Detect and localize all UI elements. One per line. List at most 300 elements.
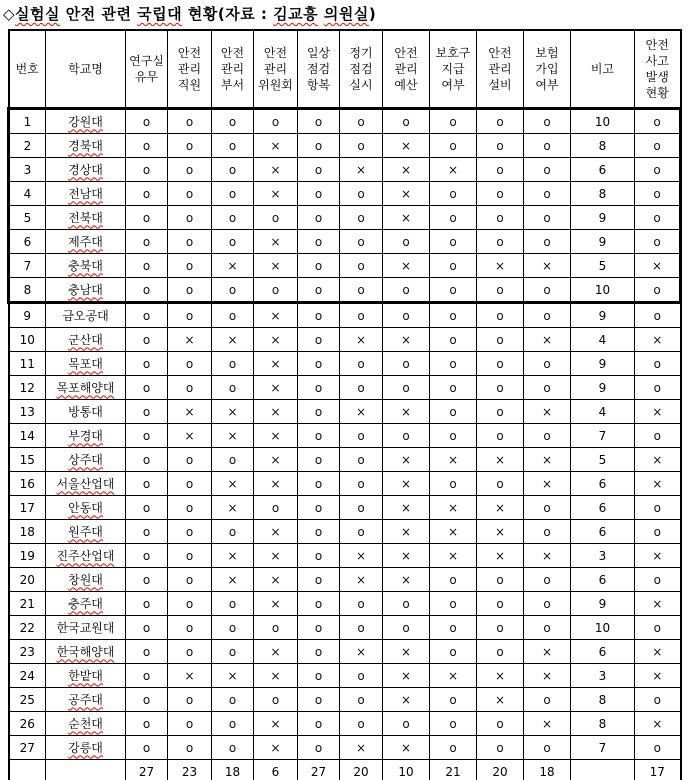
- mark-cell: ×: [477, 544, 524, 568]
- mark-cell: ×: [430, 544, 477, 568]
- mark-cell: ×: [254, 736, 298, 760]
- mark-cell: ×: [383, 134, 430, 158]
- table-row: [9, 376, 681, 400]
- mark-cell: o: [254, 206, 298, 230]
- note-cell: 6: [571, 640, 635, 664]
- mark-cell: ×: [383, 688, 430, 712]
- note-cell: 9: [571, 592, 635, 616]
- column-header: 정기 점검 실시: [340, 30, 383, 109]
- note-cell: 6: [571, 472, 635, 496]
- mark-cell: o: [477, 109, 524, 134]
- mark-cell: o: [168, 254, 212, 278]
- mark-cell: o: [430, 278, 477, 303]
- mark-cell: o: [340, 616, 383, 640]
- title-segment: 실험실: [15, 5, 61, 23]
- column-header: 안전 관리 설비: [477, 30, 524, 109]
- accident-cell: o: [635, 230, 681, 254]
- table-row: [9, 736, 681, 760]
- accident-cell: ×: [635, 712, 681, 736]
- accident-cell: o: [635, 109, 681, 134]
- table-row: [9, 712, 681, 736]
- mark-cell: o: [477, 328, 524, 352]
- totals-mark-cell: 20: [477, 760, 524, 780]
- mark-cell: o: [340, 109, 383, 134]
- mark-cell: ×: [383, 496, 430, 520]
- mark-cell: o: [168, 206, 212, 230]
- row-number-cell: 3: [9, 158, 46, 182]
- school-name-text: 경상대: [68, 162, 103, 177]
- mark-cell: ×: [430, 158, 477, 182]
- mark-cell: o: [298, 448, 340, 472]
- totals-mark-cell: 18: [212, 760, 254, 780]
- mark-cell: o: [298, 568, 340, 592]
- column-header: 번호: [9, 30, 46, 109]
- accident-cell: ×: [635, 664, 681, 688]
- mark-cell: ×: [383, 640, 430, 664]
- mark-cell: ×: [383, 400, 430, 424]
- mark-cell: o: [212, 688, 254, 712]
- mark-cell: o: [212, 352, 254, 376]
- mark-cell: o: [298, 230, 340, 254]
- mark-cell: o: [340, 520, 383, 544]
- mark-cell: o: [168, 472, 212, 496]
- school-name-cell: [46, 472, 126, 496]
- mark-cell: o: [524, 352, 571, 376]
- mark-cell: o: [524, 206, 571, 230]
- mark-cell: ×: [524, 712, 571, 736]
- mark-cell: o: [212, 448, 254, 472]
- mark-cell: ×: [212, 568, 254, 592]
- mark-cell: o: [126, 712, 168, 736]
- mark-cell: ×: [212, 424, 254, 448]
- totals-mark-cell: 27: [126, 760, 168, 780]
- mark-cell: o: [340, 182, 383, 206]
- school-name-cell: [46, 520, 126, 544]
- mark-cell: ×: [340, 736, 383, 760]
- accident-cell: o: [635, 616, 681, 640]
- accident-cell: ×: [635, 400, 681, 424]
- mark-cell: o: [383, 352, 430, 376]
- title-segment: 의원실: [323, 5, 369, 23]
- mark-cell: o: [524, 230, 571, 254]
- column-header: 일상 점검 항복: [298, 30, 340, 109]
- mark-cell: o: [524, 158, 571, 182]
- mark-cell: o: [126, 134, 168, 158]
- mark-cell: ×: [254, 448, 298, 472]
- row-number-cell: 25: [9, 688, 46, 712]
- mark-cell: o: [126, 400, 168, 424]
- mark-cell: o: [168, 544, 212, 568]
- mark-cell: o: [126, 158, 168, 182]
- row-number-cell: 20: [9, 568, 46, 592]
- school-name-text: 전남대: [68, 186, 103, 201]
- school-name-text: 강릉대: [68, 740, 103, 755]
- mark-cell: o: [430, 134, 477, 158]
- mark-cell: o: [126, 592, 168, 616]
- row-number-cell: 26: [9, 712, 46, 736]
- column-header: 안전 관리 예산: [383, 30, 430, 109]
- mark-cell: ×: [383, 206, 430, 230]
- mark-cell: o: [340, 206, 383, 230]
- mark-cell: o: [430, 592, 477, 616]
- mark-cell: ×: [477, 664, 524, 688]
- mark-cell: o: [477, 206, 524, 230]
- note-cell: 7: [571, 424, 635, 448]
- school-name-text: 충남대: [68, 282, 103, 297]
- mark-cell: o: [477, 616, 524, 640]
- mark-cell: o: [212, 520, 254, 544]
- mark-cell: ×: [524, 544, 571, 568]
- mark-cell: o: [254, 688, 298, 712]
- school-name-cell: [46, 568, 126, 592]
- mark-cell: o: [524, 424, 571, 448]
- school-name-text: 한밭대: [68, 668, 103, 683]
- row-number-cell: 11: [9, 352, 46, 376]
- mark-cell: ×: [254, 664, 298, 688]
- table-row: [9, 206, 681, 230]
- mark-cell: o: [477, 568, 524, 592]
- totals-mark-cell: 20: [340, 760, 383, 780]
- column-header: 보험 가입 여부: [524, 30, 571, 109]
- accident-cell: ×: [635, 592, 681, 616]
- totals-mark-cell: 18: [524, 760, 571, 780]
- mark-cell: ×: [212, 496, 254, 520]
- school-name-text: 순천대: [68, 716, 103, 731]
- mark-cell: ×: [168, 328, 212, 352]
- mark-cell: o: [477, 376, 524, 400]
- mark-cell: o: [126, 472, 168, 496]
- school-name-cell: [46, 736, 126, 760]
- mark-cell: o: [298, 496, 340, 520]
- table-row: [9, 278, 681, 303]
- mark-cell: o: [126, 424, 168, 448]
- mark-cell: o: [168, 496, 212, 520]
- mark-cell: ×: [168, 400, 212, 424]
- school-name-text: 부경대: [68, 428, 103, 443]
- mark-cell: ×: [254, 158, 298, 182]
- note-cell: 8: [571, 134, 635, 158]
- mark-cell: ×: [477, 688, 524, 712]
- row-number-cell: 16: [9, 472, 46, 496]
- accident-cell: o: [635, 568, 681, 592]
- mark-cell: ×: [340, 544, 383, 568]
- column-header: 안전 관리 직원: [168, 30, 212, 109]
- mark-cell: o: [477, 736, 524, 760]
- mark-cell: o: [298, 664, 340, 688]
- mark-cell: o: [298, 158, 340, 182]
- row-number-cell: 8: [9, 278, 46, 303]
- mark-cell: o: [430, 230, 477, 254]
- row-number-cell: 15: [9, 448, 46, 472]
- mark-cell: o: [254, 278, 298, 303]
- accident-cell: o: [635, 424, 681, 448]
- mark-cell: ×: [212, 472, 254, 496]
- mark-cell: ×: [340, 158, 383, 182]
- school-name-cell: [46, 496, 126, 520]
- mark-cell: o: [168, 568, 212, 592]
- accident-cell: o: [635, 496, 681, 520]
- column-header: 안전 사고 발생 현황: [635, 30, 681, 109]
- mark-cell: ×: [254, 376, 298, 400]
- mark-cell: ×: [254, 303, 298, 328]
- header-row: [9, 30, 681, 109]
- mark-cell: o: [298, 592, 340, 616]
- mark-cell: o: [298, 328, 340, 352]
- table-row: [9, 472, 681, 496]
- mark-cell: o: [298, 544, 340, 568]
- mark-cell: ×: [254, 328, 298, 352]
- mark-cell: o: [298, 206, 340, 230]
- mark-cell: o: [430, 688, 477, 712]
- mark-cell: o: [524, 109, 571, 134]
- mark-cell: o: [477, 472, 524, 496]
- note-cell: 9: [571, 376, 635, 400]
- row-number-cell: 14: [9, 424, 46, 448]
- column-header: 비고: [571, 30, 635, 109]
- mark-cell: o: [298, 254, 340, 278]
- mark-cell: o: [477, 158, 524, 182]
- school-name-text: 공주대: [68, 692, 103, 707]
- mark-cell: ×: [524, 328, 571, 352]
- school-name-cell: [46, 592, 126, 616]
- mark-cell: ×: [168, 424, 212, 448]
- mark-cell: o: [477, 134, 524, 158]
- row-number-cell: 10: [9, 328, 46, 352]
- mark-cell: o: [430, 568, 477, 592]
- mark-cell: o: [524, 278, 571, 303]
- mark-cell: o: [340, 688, 383, 712]
- school-name-text: 군산대: [68, 332, 103, 347]
- page-title: [3, 3, 690, 24]
- mark-cell: ×: [340, 640, 383, 664]
- mark-cell: ×: [212, 544, 254, 568]
- mark-cell: o: [212, 230, 254, 254]
- mark-cell: ×: [212, 400, 254, 424]
- mark-cell: ×: [254, 472, 298, 496]
- mark-cell: o: [168, 736, 212, 760]
- mark-cell: ×: [340, 568, 383, 592]
- row-number-cell: 1: [9, 109, 46, 134]
- mark-cell: o: [524, 688, 571, 712]
- mark-cell: o: [168, 592, 212, 616]
- accident-cell: o: [635, 736, 681, 760]
- table-row: [9, 616, 681, 640]
- row-number-cell: 2: [9, 134, 46, 158]
- mark-cell: ×: [168, 664, 212, 688]
- mark-cell: ×: [254, 400, 298, 424]
- table-row: [9, 303, 681, 328]
- school-name-cell: [46, 230, 126, 254]
- mark-cell: ×: [254, 592, 298, 616]
- accident-cell: o: [635, 303, 681, 328]
- mark-cell: o: [212, 303, 254, 328]
- school-name-cell: [46, 134, 126, 158]
- mark-cell: o: [340, 254, 383, 278]
- mark-cell: o: [340, 472, 383, 496]
- row-number-cell: 17: [9, 496, 46, 520]
- mark-cell: o: [524, 376, 571, 400]
- table-row: [9, 109, 681, 134]
- mark-cell: o: [298, 352, 340, 376]
- school-name-cell: 방통대: [46, 400, 126, 424]
- mark-cell: o: [430, 182, 477, 206]
- school-name-text: 안동대: [68, 500, 103, 515]
- mark-cell: o: [298, 688, 340, 712]
- table-row: [9, 182, 681, 206]
- school-name-text: 충주대: [68, 596, 103, 611]
- school-name-cell: [46, 424, 126, 448]
- mark-cell: o: [168, 182, 212, 206]
- mark-cell: o: [298, 400, 340, 424]
- mark-cell: o: [254, 109, 298, 134]
- mark-cell: o: [383, 230, 430, 254]
- mark-cell: o: [383, 109, 430, 134]
- school-name-text: 창원대: [68, 572, 103, 587]
- school-name-text: 경북대: [68, 138, 103, 153]
- mark-cell: o: [126, 568, 168, 592]
- school-name-text: 제주대: [68, 234, 103, 249]
- mark-cell: o: [477, 278, 524, 303]
- mark-cell: o: [126, 376, 168, 400]
- accident-cell: ×: [635, 544, 681, 568]
- mark-cell: ×: [254, 134, 298, 158]
- mark-cell: ×: [477, 520, 524, 544]
- mark-cell: ×: [383, 158, 430, 182]
- mark-cell: ×: [524, 400, 571, 424]
- row-number-cell: 22: [9, 616, 46, 640]
- mark-cell: o: [340, 592, 383, 616]
- mark-cell: ×: [477, 496, 524, 520]
- mark-cell: o: [168, 616, 212, 640]
- mark-cell: o: [477, 640, 524, 664]
- mark-cell: ×: [430, 496, 477, 520]
- mark-cell: o: [340, 496, 383, 520]
- accident-cell: ×: [635, 254, 681, 278]
- mark-cell: o: [168, 448, 212, 472]
- mark-cell: o: [298, 640, 340, 664]
- mark-cell: ×: [254, 424, 298, 448]
- mark-cell: o: [477, 592, 524, 616]
- mark-cell: ×: [212, 328, 254, 352]
- mark-cell: ×: [524, 472, 571, 496]
- title-segment: ◇: [3, 5, 16, 23]
- row-number-cell: 18: [9, 520, 46, 544]
- mark-cell: o: [430, 352, 477, 376]
- note-cell: 6: [571, 520, 635, 544]
- mark-cell: o: [126, 616, 168, 640]
- mark-cell: o: [383, 424, 430, 448]
- column-header: 안전 관리 위원회: [254, 30, 298, 109]
- mark-cell: o: [298, 712, 340, 736]
- mark-cell: o: [126, 664, 168, 688]
- school-name-text: 서울산업대: [56, 476, 115, 491]
- totals-row: [9, 760, 681, 780]
- mark-cell: ×: [254, 182, 298, 206]
- mark-cell: o: [524, 592, 571, 616]
- title-segment: 현황(자료 :: [182, 5, 274, 23]
- mark-cell: ×: [212, 664, 254, 688]
- school-name-cell: 한국교원대: [46, 616, 126, 640]
- mark-cell: ×: [524, 640, 571, 664]
- school-name-cell: [46, 544, 126, 568]
- mark-cell: o: [126, 448, 168, 472]
- table-row: [9, 592, 681, 616]
- title-segment: ): [368, 5, 377, 23]
- mark-cell: o: [298, 303, 340, 328]
- row-number-cell: 4: [9, 182, 46, 206]
- mark-cell: ×: [383, 520, 430, 544]
- accident-cell: o: [635, 182, 681, 206]
- mark-cell: ×: [383, 328, 430, 352]
- note-cell: 3: [571, 544, 635, 568]
- accident-cell: o: [635, 352, 681, 376]
- title-segment: 국립대: [137, 5, 183, 23]
- mark-cell: o: [254, 616, 298, 640]
- totals-number-cell: [9, 760, 46, 780]
- mark-cell: o: [126, 544, 168, 568]
- totals-accident-cell: 17: [635, 760, 681, 780]
- accident-cell: o: [635, 376, 681, 400]
- school-name-cell: [46, 109, 126, 134]
- school-name-text: 충북대: [68, 258, 103, 273]
- mark-cell: ×: [383, 664, 430, 688]
- column-header: 학교명: [46, 30, 126, 109]
- mark-cell: ×: [383, 182, 430, 206]
- mark-cell: o: [212, 736, 254, 760]
- mark-cell: ×: [254, 230, 298, 254]
- note-cell: 9: [571, 352, 635, 376]
- mark-cell: o: [477, 400, 524, 424]
- mark-cell: o: [524, 303, 571, 328]
- mark-cell: o: [168, 230, 212, 254]
- note-cell: 10: [571, 109, 635, 134]
- mark-cell: o: [212, 616, 254, 640]
- mark-cell: o: [298, 424, 340, 448]
- mark-cell: o: [524, 182, 571, 206]
- row-number-cell: 24: [9, 664, 46, 688]
- school-name-cell: [46, 352, 126, 376]
- mark-cell: o: [298, 520, 340, 544]
- mark-cell: o: [212, 158, 254, 182]
- mark-cell: o: [126, 640, 168, 664]
- totals-name-cell: [46, 760, 126, 780]
- row-number-cell: 6: [9, 230, 46, 254]
- mark-cell: ×: [254, 520, 298, 544]
- column-header: 안전 관리 부서: [212, 30, 254, 109]
- mark-cell: o: [477, 303, 524, 328]
- school-name-cell: 금오공대: [46, 303, 126, 328]
- mark-cell: o: [340, 230, 383, 254]
- mark-cell: o: [383, 592, 430, 616]
- mark-cell: ×: [524, 254, 571, 278]
- accident-cell: o: [635, 158, 681, 182]
- mark-cell: o: [126, 230, 168, 254]
- school-name-cell: [46, 664, 126, 688]
- mark-cell: ×: [212, 254, 254, 278]
- note-cell: 8: [571, 182, 635, 206]
- mark-cell: o: [298, 736, 340, 760]
- mark-cell: o: [430, 424, 477, 448]
- mark-cell: o: [168, 134, 212, 158]
- mark-cell: o: [477, 424, 524, 448]
- mark-cell: o: [340, 712, 383, 736]
- mark-cell: o: [524, 616, 571, 640]
- mark-cell: o: [126, 278, 168, 303]
- mark-cell: o: [340, 664, 383, 688]
- school-name-text: 상주대: [68, 452, 103, 467]
- table-row: [9, 352, 681, 376]
- note-cell: 9: [571, 206, 635, 230]
